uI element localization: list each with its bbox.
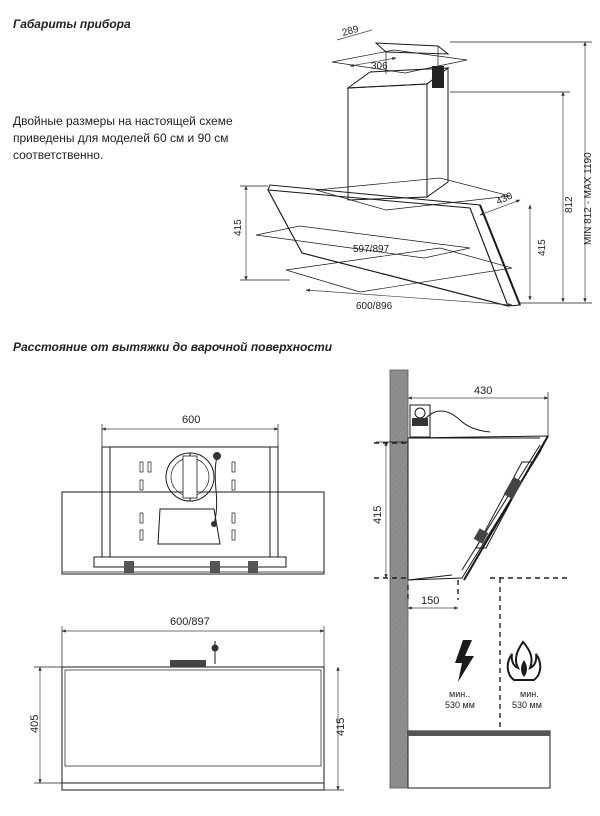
glass-front-panel [62, 667, 324, 783]
dim-600-front: 600 [182, 414, 201, 426]
dim-600-897: 600/897 [170, 616, 210, 628]
dimensions-heading: Габариты прибора [13, 17, 131, 31]
top-connector [170, 660, 206, 667]
dim-812: 812 [564, 196, 575, 213]
hood-glass-panel [268, 185, 520, 306]
dim-415-left: 415 [233, 219, 244, 236]
dim-415-right: 415 [537, 239, 548, 256]
hood-isometric-view [233, 24, 594, 312]
lightning-icon [455, 640, 474, 682]
dim-597-897: 597/897 [353, 244, 390, 255]
gas-min-value: 530 мм [512, 700, 542, 710]
dim-600-896: 600/896 [356, 301, 393, 312]
electric-min-label: мин.. [449, 689, 471, 699]
dim-415-bottom: 415 [335, 717, 347, 736]
hood-side-view [372, 370, 568, 788]
dimensions-note: Двойные размеры на настоящей схеме приведены для моделей 60 см и 90 см соответственно. [13, 114, 233, 162]
dim-min-max: MIN 812 - MAX 1190 [583, 152, 594, 245]
dim-430-top: 430 [494, 190, 515, 208]
electric-min-value: 530 мм [445, 700, 475, 710]
distance-heading: Расстояние от вытяжки до варочной поверхности [13, 340, 333, 354]
dim-430-side: 430 [474, 385, 493, 397]
hood-front-view [62, 414, 324, 574]
dim-289: 289 [340, 23, 360, 39]
gas-min-label: мин. [520, 689, 539, 699]
chimney-grille [432, 66, 444, 88]
hood-bottom-view [29, 616, 347, 790]
dim-150: 150 [421, 595, 440, 607]
chimney-front [348, 84, 427, 200]
dim-405: 405 [29, 714, 41, 733]
dim-306: 306 [371, 61, 388, 72]
countertop [408, 731, 550, 788]
dim-415-side: 415 [372, 505, 384, 524]
